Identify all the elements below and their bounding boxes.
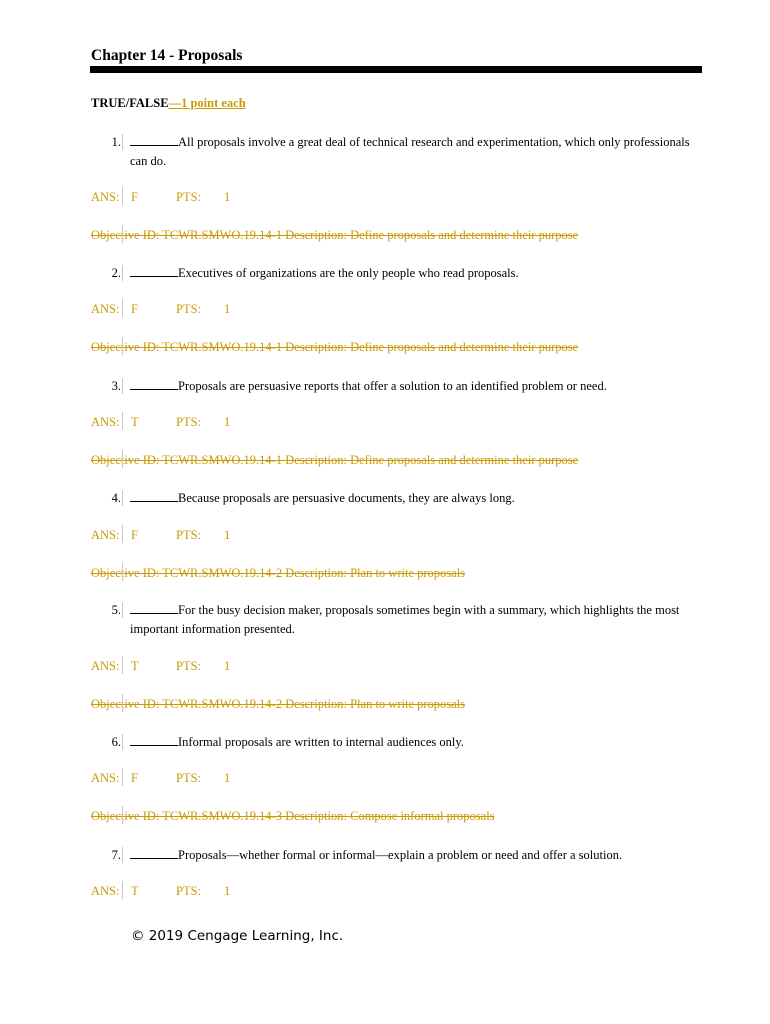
pts-value: 1 — [224, 528, 231, 542]
objective-row-4 — [91, 566, 465, 581]
ans-label: ANS: — [91, 302, 120, 316]
objective-text: Objective ID: TCWR.SMWO.19.14-1 Description: Define proposals and determine their purpose — [91, 453, 579, 467]
copyright-footer: © 2019 Cengage Learning, Inc. — [131, 928, 344, 944]
question-text: All proposals involve a great deal of technical research and experimentation, which only professionals can do. — [130, 135, 690, 168]
ans-value: F — [131, 771, 138, 785]
ans-value: F — [131, 528, 138, 542]
margin-marker — [122, 134, 123, 150]
answer-row-6 — [91, 771, 230, 786]
answer-blank — [130, 846, 178, 859]
question-number: 3. — [111, 379, 121, 393]
pts-value: 1 — [224, 415, 231, 429]
pts-label: PTS: — [176, 659, 202, 673]
question-text: Proposals—whether formal or informal—explain a problem or need and offer a solution. — [178, 848, 623, 862]
pts-value: 1 — [224, 190, 231, 204]
objective-text: Objective ID: TCWR.SMWO.19.14-2 Description: Plan to write proposals — [91, 697, 466, 711]
question-6 — [91, 733, 691, 752]
title-rule — [90, 66, 702, 73]
answer-blank — [130, 733, 178, 746]
section-label: TRUE/FALSE — [91, 96, 169, 110]
section-heading — [91, 96, 246, 111]
question-text: Because proposals are persuasive documents, they are always long. — [178, 491, 515, 505]
ans-value: F — [131, 190, 138, 204]
question-number: 7. — [111, 848, 121, 862]
answer-row-7 — [91, 884, 230, 899]
objective-row-5 — [91, 697, 465, 712]
objective-row-3 — [91, 453, 578, 468]
pts-label: PTS: — [176, 302, 202, 316]
question-4 — [91, 489, 691, 508]
answer-blank — [130, 377, 178, 390]
pts-label: PTS: — [176, 190, 202, 204]
pts-label: PTS: — [176, 528, 202, 542]
ans-value: T — [131, 884, 139, 898]
answer-row-4 — [91, 528, 230, 543]
objective-text: Objective ID: TCWR.SMWO.19.14-3 Description: Compose informal proposals — [91, 809, 495, 823]
pts-value: 1 — [224, 659, 231, 673]
ans-label: ANS: — [91, 884, 120, 898]
pts-label: PTS: — [176, 771, 202, 785]
question-number: 1. — [111, 135, 121, 149]
question-number: 5. — [111, 603, 121, 617]
pts-label: PTS: — [176, 415, 202, 429]
pts-label: PTS: — [176, 884, 202, 898]
question-1 — [91, 133, 691, 171]
section-points: —1 point each — [168, 96, 246, 110]
objective-text: Objective ID: TCWR.SMWO.19.14-1 Description: Define proposals and determine their purpose — [91, 340, 579, 354]
answer-row-5 — [91, 659, 230, 674]
answer-blank — [130, 264, 178, 277]
question-5 — [91, 601, 691, 639]
ans-label: ANS: — [91, 190, 120, 204]
ans-label: ANS: — [91, 771, 120, 785]
pts-value: 1 — [224, 302, 231, 316]
ans-value: T — [131, 415, 139, 429]
ans-label: ANS: — [91, 415, 120, 429]
answer-row-1 — [91, 190, 230, 205]
ans-value: F — [131, 302, 138, 316]
answer-blank — [130, 601, 178, 614]
question-text: For the busy decision maker, proposals sometimes begin with a summary, which highlights the most important information presented. — [130, 603, 680, 636]
objective-text: Objective ID: TCWR.SMWO.19.14-2 Description: Plan to write proposals — [91, 566, 466, 580]
chapter-title: Chapter 14 - Proposals — [91, 47, 243, 64]
question-2 — [91, 264, 691, 283]
question-text: Proposals are persuasive reports that offer a solution to an identified problem or need. — [178, 379, 607, 393]
answer-blank — [130, 489, 178, 502]
question-7 — [91, 846, 691, 865]
answer-blank — [130, 133, 178, 146]
pts-value: 1 — [224, 884, 231, 898]
question-3 — [91, 377, 691, 396]
question-number: 2. — [111, 266, 121, 280]
question-text: Informal proposals are written to internal audiences only. — [178, 735, 464, 749]
objective-row-6 — [91, 809, 495, 824]
answer-row-2 — [91, 302, 230, 317]
objective-text: Objective ID: TCWR.SMWO.19.14-1 Description: Define proposals and determine their purpose — [91, 228, 579, 242]
question-text: Executives of organizations are the only people who read proposals. — [178, 266, 519, 280]
objective-row-2 — [91, 340, 578, 355]
objective-row-1 — [91, 228, 578, 243]
question-number: 4. — [111, 491, 121, 505]
question-number: 6. — [111, 735, 121, 749]
ans-label: ANS: — [91, 659, 120, 673]
answer-row-3 — [91, 415, 230, 430]
ans-value: T — [131, 659, 139, 673]
pts-value: 1 — [224, 771, 231, 785]
ans-label: ANS: — [91, 528, 120, 542]
